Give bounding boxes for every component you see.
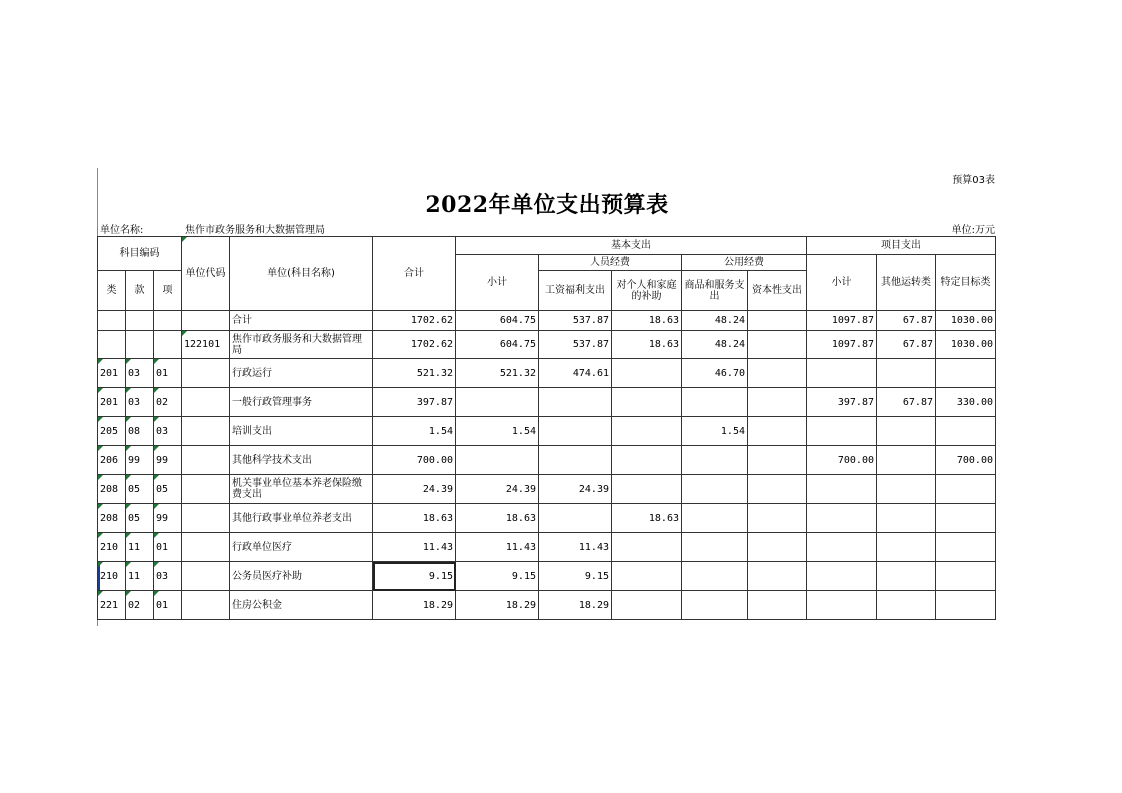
cell-unit-code[interactable] <box>182 591 230 620</box>
cell-salary[interactable]: 24.39 <box>539 475 612 504</box>
header-capital[interactable]: 资本性支出 <box>748 271 807 311</box>
cell-lei[interactable]: 201 <box>98 359 126 388</box>
cell-other-transfer[interactable] <box>877 446 936 475</box>
header-subject-code[interactable]: 科目编码 <box>98 237 182 271</box>
cell-goods-services[interactable] <box>682 446 748 475</box>
cell-basic-subtotal[interactable]: 11.43 <box>456 533 539 562</box>
header-project-expenditure[interactable]: 项目支出 <box>807 237 996 255</box>
cell-kuan[interactable]: 03 <box>126 388 154 417</box>
cell-goods-services[interactable] <box>682 504 748 533</box>
cell-project-subtotal[interactable] <box>807 533 877 562</box>
cell-name[interactable]: 其他科学技术支出 <box>230 446 373 475</box>
cell-specific-target[interactable] <box>936 504 996 533</box>
cell-name[interactable]: 公务员医疗补助 <box>230 562 373 591</box>
cell-unit-code[interactable] <box>182 533 230 562</box>
cell-lei[interactable] <box>98 331 126 359</box>
table-row <box>98 504 996 533</box>
cell-capital[interactable] <box>748 311 807 331</box>
cell-name[interactable]: 住房公积金 <box>230 591 373 620</box>
cell-name[interactable]: 机关事业单位基本养老保险缴费支出 <box>230 475 373 504</box>
cell-goods-services[interactable] <box>682 562 748 591</box>
cell-individual-subsidy[interactable] <box>612 562 682 591</box>
cell-goods-services[interactable]: 46.70 <box>682 359 748 388</box>
cell-unit-code[interactable] <box>182 475 230 504</box>
cell-unit-code[interactable] <box>182 504 230 533</box>
cell-total[interactable]: 24.39 <box>373 475 456 504</box>
cell-salary[interactable] <box>539 446 612 475</box>
cell-other-transfer[interactable] <box>877 475 936 504</box>
cell-capital[interactable] <box>748 331 807 359</box>
cell-capital[interactable] <box>748 446 807 475</box>
cell-other-transfer[interactable]: 67.87 <box>877 311 936 331</box>
cell-basic-subtotal[interactable] <box>456 388 539 417</box>
cell-name[interactable]: 合计 <box>230 311 373 331</box>
cell-individual-subsidy[interactable] <box>612 417 682 446</box>
table-row <box>98 446 996 475</box>
cell-capital[interactable] <box>748 533 807 562</box>
cell-name[interactable]: 焦作市政务服务和大数据管理局 <box>230 331 373 359</box>
cell-individual-subsidy[interactable] <box>612 591 682 620</box>
cell-salary[interactable] <box>539 388 612 417</box>
cell-basic-subtotal[interactable]: 24.39 <box>456 475 539 504</box>
cell-total[interactable]: 18.63 <box>373 504 456 533</box>
cell-other-transfer[interactable]: 67.87 <box>877 388 936 417</box>
cell-name[interactable]: 一般行政管理事务 <box>230 388 373 417</box>
cell-project-subtotal[interactable] <box>807 562 877 591</box>
cell-individual-subsidy[interactable]: 18.63 <box>612 311 682 331</box>
cell-basic-subtotal[interactable]: 1.54 <box>456 417 539 446</box>
header-basic-expenditure[interactable]: 基本支出 <box>456 237 807 255</box>
cell-goods-services[interactable] <box>682 591 748 620</box>
cell-project-subtotal[interactable]: 700.00 <box>807 446 877 475</box>
cell-individual-subsidy[interactable]: 18.63 <box>612 331 682 359</box>
cell-kuan[interactable] <box>126 311 154 331</box>
cell-salary[interactable] <box>539 417 612 446</box>
table-row <box>98 533 996 562</box>
cell-name[interactable]: 行政单位医疗 <box>230 533 373 562</box>
cell-name[interactable]: 其他行政事业单位养老支出 <box>230 504 373 533</box>
cell-xiang[interactable]: 01 <box>154 591 182 620</box>
cell-salary[interactable] <box>539 504 612 533</box>
header-unit-code[interactable]: 单位代码 <box>182 237 230 311</box>
cell-unit-code[interactable] <box>182 311 230 331</box>
cell-specific-target[interactable]: 700.00 <box>936 446 996 475</box>
cell-total[interactable]: 1702.62 <box>373 311 456 331</box>
cell-capital[interactable] <box>748 504 807 533</box>
cell-basic-subtotal[interactable]: 9.15 <box>456 562 539 591</box>
cell-individual-subsidy[interactable] <box>612 475 682 504</box>
header-salary-welfare[interactable]: 工资福利支出 <box>539 271 612 311</box>
cell-project-subtotal[interactable] <box>807 359 877 388</box>
cell-salary[interactable]: 18.29 <box>539 591 612 620</box>
table-row <box>98 388 996 417</box>
cell-xiang[interactable]: 01 <box>154 533 182 562</box>
cell-lei[interactable]: 208 <box>98 504 126 533</box>
cell-total-selected[interactable]: 9.15 <box>373 562 456 591</box>
cell-basic-subtotal[interactable] <box>456 446 539 475</box>
header-kuan[interactable]: 款 <box>126 271 154 311</box>
cell-other-transfer[interactable] <box>877 359 936 388</box>
cell-xiang[interactable]: 99 <box>154 504 182 533</box>
cell-individual-subsidy[interactable] <box>612 446 682 475</box>
cell-kuan[interactable]: 08 <box>126 417 154 446</box>
cell-goods-services[interactable]: 48.24 <box>682 331 748 359</box>
table-row <box>98 359 996 388</box>
cell-kuan[interactable] <box>126 331 154 359</box>
cell-lei[interactable]: 208 <box>98 475 126 504</box>
cell-unit-code[interactable] <box>182 562 230 591</box>
cell-name[interactable]: 培训支出 <box>230 417 373 446</box>
cell-lei[interactable]: 205 <box>98 417 126 446</box>
cell-goods-services[interactable]: 1.54 <box>682 417 748 446</box>
cell-salary[interactable]: 11.43 <box>539 533 612 562</box>
header-basic-subtotal[interactable]: 小计 <box>456 255 539 311</box>
cell-salary[interactable]: 537.87 <box>539 331 612 359</box>
table-row <box>98 311 996 331</box>
table-row <box>98 331 996 359</box>
cell-goods-services[interactable] <box>682 475 748 504</box>
header-individual-subsidy[interactable]: 对个人和家庭的补助 <box>612 271 682 311</box>
cell-other-transfer[interactable]: 67.87 <box>877 331 936 359</box>
header-specific-target[interactable]: 特定目标类 <box>936 255 996 311</box>
cell-unit-code[interactable] <box>182 446 230 475</box>
cell-xiang[interactable]: 03 <box>154 417 182 446</box>
cell-individual-subsidy[interactable] <box>612 388 682 417</box>
header-project-subtotal[interactable]: 小计 <box>807 255 877 311</box>
cell-basic-subtotal[interactable]: 604.75 <box>456 331 539 359</box>
cell-specific-target[interactable] <box>936 591 996 620</box>
header-personnel-funds[interactable]: 人员经费 <box>539 255 682 271</box>
table-row <box>98 417 996 446</box>
cell-goods-services[interactable] <box>682 533 748 562</box>
cell-basic-subtotal[interactable]: 521.32 <box>456 359 539 388</box>
cell-kuan[interactable]: 11 <box>126 533 154 562</box>
cell-kuan[interactable]: 99 <box>126 446 154 475</box>
cell-salary[interactable]: 474.61 <box>539 359 612 388</box>
cell-kuan[interactable]: 05 <box>126 475 154 504</box>
cell-lei[interactable]: 206 <box>98 446 126 475</box>
cell-lei[interactable]: 210 <box>98 533 126 562</box>
cell-capital[interactable] <box>748 388 807 417</box>
cell-project-subtotal[interactable] <box>807 475 877 504</box>
cell-specific-target[interactable] <box>936 562 996 591</box>
cell-individual-subsidy[interactable]: 18.63 <box>612 504 682 533</box>
header-other-transfer[interactable]: 其他运转类 <box>877 255 936 311</box>
cell-unit-code[interactable] <box>182 388 230 417</box>
cell-individual-subsidy[interactable] <box>612 533 682 562</box>
cell-unit-code[interactable] <box>182 359 230 388</box>
cell-lei[interactable]: 221 <box>98 591 126 620</box>
cell-capital[interactable] <box>748 417 807 446</box>
cell-total[interactable]: 11.43 <box>373 533 456 562</box>
cell-lei[interactable] <box>98 311 126 331</box>
cell-specific-target[interactable]: 1030.00 <box>936 311 996 331</box>
cell-total[interactable]: 397.87 <box>373 388 456 417</box>
cell-specific-target[interactable] <box>936 475 996 504</box>
page-title: 2022年单位支出预算表 <box>425 192 669 218</box>
cell-project-subtotal[interactable] <box>807 417 877 446</box>
form-number: 预算03表 <box>952 175 995 186</box>
cell-total[interactable]: 1702.62 <box>373 331 456 359</box>
cell-kuan[interactable]: 02 <box>126 591 154 620</box>
cell-xiang[interactable] <box>154 311 182 331</box>
cell-xiang[interactable]: 05 <box>154 475 182 504</box>
cell-salary[interactable]: 537.87 <box>539 311 612 331</box>
header-xiang[interactable]: 项 <box>154 271 182 311</box>
cell-lei[interactable]: 210 <box>98 562 126 591</box>
cell-basic-subtotal[interactable]: 18.63 <box>456 504 539 533</box>
cell-name[interactable]: 行政运行 <box>230 359 373 388</box>
cell-capital[interactable] <box>748 591 807 620</box>
cell-total[interactable]: 18.29 <box>373 591 456 620</box>
table-row <box>98 475 996 504</box>
cell-other-transfer[interactable] <box>877 562 936 591</box>
cell-kuan[interactable]: 03 <box>126 359 154 388</box>
cell-total[interactable]: 700.00 <box>373 446 456 475</box>
cell-xiang[interactable]: 03 <box>154 562 182 591</box>
cell-salary[interactable]: 9.15 <box>539 562 612 591</box>
cell-other-transfer[interactable] <box>877 591 936 620</box>
cell-capital[interactable] <box>748 359 807 388</box>
cell-capital[interactable] <box>748 562 807 591</box>
cell-other-transfer[interactable] <box>877 417 936 446</box>
cell-project-subtotal[interactable]: 1097.87 <box>807 311 877 331</box>
table-row <box>98 591 996 620</box>
cell-basic-subtotal[interactable]: 604.75 <box>456 311 539 331</box>
cell-xiang[interactable]: 01 <box>154 359 182 388</box>
cell-unit-code[interactable]: 122101 <box>182 331 230 359</box>
cell-kuan[interactable]: 05 <box>126 504 154 533</box>
cell-other-transfer[interactable] <box>877 504 936 533</box>
cell-total[interactable]: 521.32 <box>373 359 456 388</box>
cell-specific-target[interactable]: 330.00 <box>936 388 996 417</box>
currency-unit-label: 单位:万元 <box>951 225 995 236</box>
header-lei[interactable]: 类 <box>98 271 126 311</box>
cell-specific-target[interactable] <box>936 359 996 388</box>
cell-project-subtotal[interactable] <box>807 591 877 620</box>
cell-xiang[interactable] <box>154 331 182 359</box>
cell-total[interactable]: 1.54 <box>373 417 456 446</box>
cell-unit-code[interactable] <box>182 417 230 446</box>
cell-specific-target[interactable]: 1030.00 <box>936 331 996 359</box>
unit-name-value: 焦作市政务服务和大数据管理局 <box>185 225 325 236</box>
cell-project-subtotal[interactable]: 397.87 <box>807 388 877 417</box>
header-unit-subject-name[interactable]: 单位(科目名称) <box>230 237 373 311</box>
cell-other-transfer[interactable] <box>877 533 936 562</box>
cell-kuan[interactable]: 11 <box>126 562 154 591</box>
cell-specific-target[interactable] <box>936 533 996 562</box>
header-total[interactable]: 合计 <box>373 237 456 311</box>
cell-specific-target[interactable] <box>936 417 996 446</box>
cell-project-subtotal[interactable] <box>807 504 877 533</box>
cell-lei[interactable]: 201 <box>98 388 126 417</box>
unit-name-label: 单位名称: <box>100 225 144 236</box>
cell-goods-services[interactable] <box>682 388 748 417</box>
cell-project-subtotal[interactable]: 1097.87 <box>807 331 877 359</box>
cell-xiang[interactable]: 02 <box>154 388 182 417</box>
table-row <box>98 562 996 591</box>
cell-capital[interactable] <box>748 475 807 504</box>
cell-goods-services[interactable]: 48.24 <box>682 311 748 331</box>
header-goods-services[interactable]: 商品和服务支出 <box>682 271 748 311</box>
cell-individual-subsidy[interactable] <box>612 359 682 388</box>
budget-table <box>97 236 996 620</box>
header-public-funds[interactable]: 公用经费 <box>682 255 807 271</box>
cell-xiang[interactable]: 99 <box>154 446 182 475</box>
cell-basic-subtotal[interactable]: 18.29 <box>456 591 539 620</box>
